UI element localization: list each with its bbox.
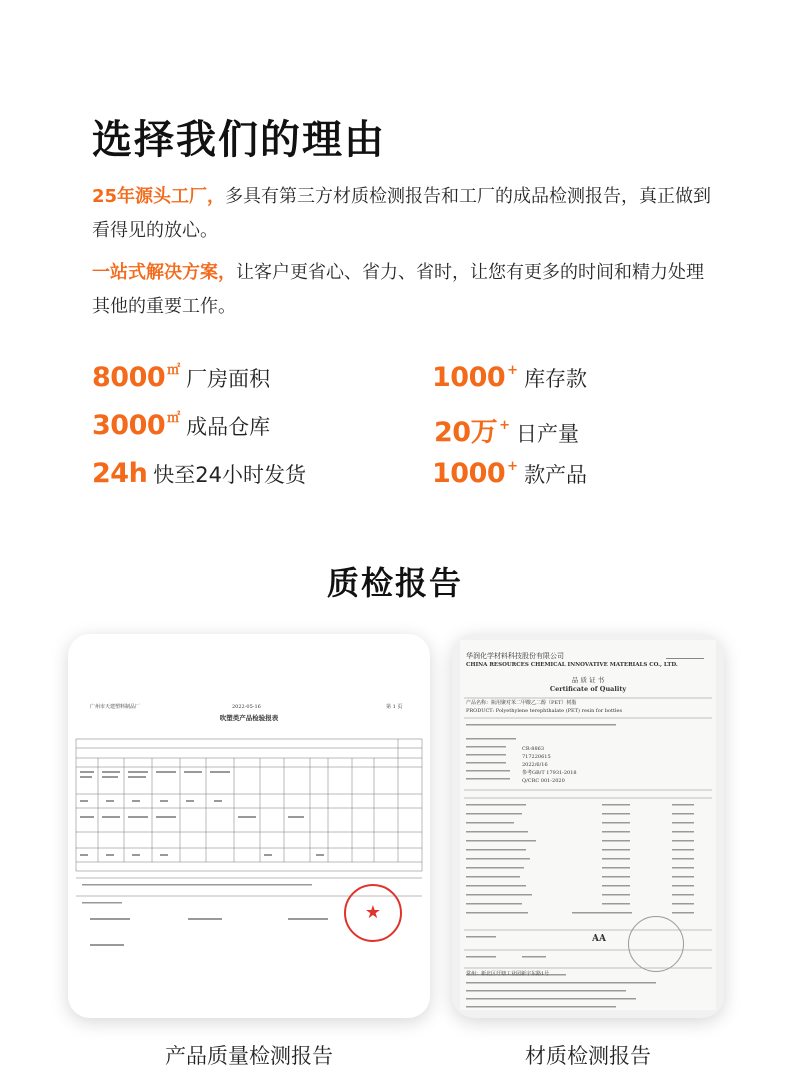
intro-highlight-factory: 25年源头工厂，	[92, 186, 226, 207]
certificate-table-graphic	[452, 634, 724, 1018]
cert-method: 参考GB/T 17931-2018	[522, 770, 577, 776]
stat-number: 20万	[434, 417, 498, 448]
cert-company-en: CHINA RESOURCES CHEMICAL INNOVATIVE MATERIALS CO., LTD.	[466, 662, 678, 668]
stat-number: 24h	[92, 458, 148, 489]
stat-label: 库存款	[524, 367, 588, 391]
stat-label: 成品仓库	[186, 415, 271, 439]
intro-paragraph-solution	[92, 256, 712, 324]
stat-warehouse	[92, 410, 270, 441]
report-date: 2022-05-16	[232, 704, 261, 710]
cert-product-cn: 产品名称：瓶用聚对苯二甲酸乙二醇（PET）树脂	[466, 700, 577, 706]
stat-unit: +	[507, 459, 519, 474]
stat-label: 日产量	[515, 422, 579, 446]
intro-text-factory: 多具有第三方材质检测报告和工厂的成品检测报告，真正做到看得见的放心。	[92, 186, 712, 241]
stat-number: 3000	[92, 410, 166, 441]
stat-unit: ㎡	[167, 363, 181, 378]
cert-grade: AA	[592, 934, 606, 944]
caption-product-report: 产品质量检测报告	[165, 1044, 333, 1068]
stat-unit: +	[499, 418, 510, 433]
cert-title-en: Certificate of Quality	[549, 685, 627, 693]
cert-product-en: PRODUCT: Polyethylene terephthalate (PET) resin for bottles	[466, 708, 623, 714]
intro-paragraph-factory	[92, 180, 712, 248]
cert-spec: CR-8863	[522, 746, 545, 752]
stat-unit: ㎡	[167, 411, 181, 426]
report-card-product[interactable]	[68, 634, 430, 1018]
stat-label: 款产品	[524, 463, 588, 487]
stat-label: 厂房面积	[186, 367, 271, 391]
stat-label: 快至24小时发货	[153, 463, 307, 487]
red-seal-stamp: ★	[344, 884, 402, 942]
stat-daily-output	[434, 410, 579, 449]
cert-analysis-date: 2022/6/16	[522, 762, 548, 768]
inspection-table-graphic	[68, 634, 430, 1018]
section-title: 质检报告	[326, 564, 463, 602]
stat-factory-area	[92, 362, 270, 393]
caption-material-report: 材质检测报告	[525, 1044, 651, 1068]
intro-highlight-solution: 一站式解决方案，	[92, 262, 236, 283]
report-card-material[interactable]	[452, 634, 724, 1018]
stat-number: 1000	[432, 362, 506, 393]
stat-unit: +	[507, 363, 519, 378]
cert-standard: Q/CRC 001-2020	[522, 778, 565, 784]
page-heading: 选择我们的理由	[92, 117, 386, 163]
stat-number: 1000	[432, 458, 506, 489]
stat-shipping	[92, 458, 306, 489]
cert-title-cn: 品 质 证 书	[571, 676, 605, 684]
intro-text-solution: 让客户更省心、省力、省时，让您有更多的时间和精力处理其他的重要工作。	[92, 262, 704, 317]
stat-number: 8000	[92, 362, 166, 393]
report-title: 吹塑类产品检验报表	[219, 714, 279, 722]
inspection-seal-stamp	[628, 916, 684, 972]
cert-company-cn: 华润化学材料科技股份有限公司	[466, 652, 564, 660]
report-company: 广州市天建塑料制品厂	[90, 704, 141, 710]
stat-products	[432, 458, 587, 489]
stat-stock-styles	[432, 362, 587, 393]
report-page: 第 1 页	[386, 704, 403, 710]
cert-lot: 717220615	[522, 754, 551, 760]
cert-address: 常州：新北区圩塘工业园新宇东路1号	[466, 971, 550, 977]
